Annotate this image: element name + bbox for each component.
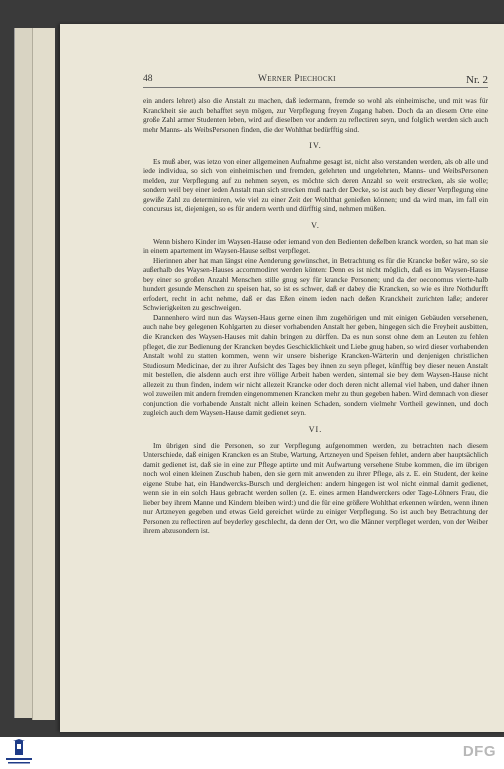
running-header (143, 74, 488, 88)
paragraph: ein anders lehret) also die Anstalt zu machen, daß iedermann, fremde so wohl als einheimische, und mit was für Kranckheit sie auch behafftet seyn mögen, zur Verpflegung freyen Zugang haben. Doch da an diesem Orte eine große Zahl armer Studenten leben, wird auf dieselben vor andern zu reflectiren seyn, und folglich werden sich auch mehr Manns- als WeibsPersonen finden, die der Wohlthat bedürfftig sind. (143, 96, 488, 134)
section-heading: IV. (309, 141, 322, 151)
section-heading: VI. (308, 424, 323, 434)
page-body (143, 96, 488, 536)
viewer-footer (0, 737, 504, 769)
running-title: Werner Piechocki (258, 74, 336, 84)
franckesche-stiftungen-logo (4, 739, 34, 767)
paragraph: Dannenhero wird nun das Waysen-Haus gerne einen ihm zugehörigen und mit einigen Gebäuden versehenen, auch nahe bey gelegenen Kohlgarten zu dieser vorhabenden Anstalt her geben, hingegen sich die Freyheit ausbitten, die Krancken des Waysen-Hauses mit dahin bringen zu dürffen. Da es nun sonst ohne dem an Leuten zu fehlen pfleget, die zur Bedienung der Krancken beydes Geschicklichkeit und Liebe gnug haben, so wird dieser vorhabenden Anstalt wohl zu statten kommen, wenn wir unsere bisherige Krancken-Wärterin und denjenigen christlichen Studiosum Medicinae, der zu ihrer Aufsicht des Tages bey ihnen zu seyn pfleget, künfftig bey dieser neuen Anstalt mit bestellen, die alsdenn auch erst ihre völlige Arbeit haben werden, sintemal sie bey dem Waysen-Hause nicht allezeit zu thun finden, indem wir nicht allezeit Krancke oder doch deren nicht allemal viel haben, und daher ihnen wol zuweilen mit andern fremden eingenommenen Krancken mehr zu thun gegeben haben. Wird demnach von dieser conjunction die vorhabende Anstalt nicht allein keinen Schaden, sondern vielmehr Vortheil gewinnen, und doch zugleich auch dem Waysen-Hause damit gedienet seyn. (143, 312, 489, 418)
issue-number: Nr. 2 (466, 74, 488, 86)
header-rule (143, 87, 488, 88)
paragraph: Wenn bishero Kinder im Waysen-Hause oder iemand von den Bedienten deßelben kranck worden, so hat man sie in einem apartement im Waysen-Hause selbst verpfleget. (143, 236, 488, 256)
page-number: 48 (143, 74, 153, 84)
paragraph: Es muß aber, was ietzo von einer allgemeinen Aufnahme gesagt ist, nicht also verstanden werden, als ob alle und iede individua, so sich von einheimischen und fremden, gelehrten und ungelehrten, Manns- und WeibsPersonen melden, zur Verpflegung auf zu nehmen seyen, es möchte sich deren Anzahl so weit erstrecken, als sie wolle; sondern weil bey einer ieden Anstalt man sich strecken muß nach der Decke, so ist auch bey dieser Verpflegung eine gewiße Zahl zu determiniren, wie viel zu einer Zeit der Wohlthat genießen können; und da wird man, im fall ein concursus ist, diejenigen, so es für andern werth und dürfftig sind, nehmen müßen. (143, 156, 488, 214)
paragraph: Hierinnen aber hat man längst eine Aenderung gewünschet, in Betrachtung es für die Krancke beßer wäre, so sie außerhalb des Waysen-Hauses accommodiret werden könten: Denn es ist nicht möglich, daß es im Waysen-Hause bey einer so großen Anzahl Menschen stille gnug sey für krancke Personen; und da der oeconomus vierte-halb hundert gesunde Menschen zu speisen hat, so ist es schwer, daß er dabey die Krancken, so wie es ihre Nothdurfft erfodert, recht in acht nehme, daß er das Eßen einem ieden nach deßen Kranckheit zurichten laße; anderer Schwierigkeiten zu geschweigen. (143, 255, 488, 313)
book-page-edge-inner (32, 28, 55, 720)
dfg-logo: DFG (462, 743, 496, 760)
section-heading: V. (311, 221, 320, 231)
paragraph: Im übrigen sind die Personen, so zur Verpflegung aufgenommen werden, zu betrachten nach diesem Unterschiede, daß einigen Krancken es an Stube, Wartung, Artzneyen und Speisen fehlet, andern aber hauptsächlich damit gedienet ist, daß sie in eine zur Pflege aptirte und mit Aufwartung versehene Stube kommen, die im übrigen noch wol einen kleinen Zuschub haben, den sie gern mit anwenden zu ihrer Pflege, als z. E. ein Student, der keine eigene Stube hat, ein Handwercks-Bursch und dergleichen: andern hingegen ist wol nicht einmal damit gedienet, wenn sie in ein solch Haus gebracht werden sollen (z. E. eines armen Handwerckers oder Tage-Löhners Frau, die lieber bey ihrem Manne und Kindern bleiben wird:) und die für eine größere Wohlthat erkennen würden, wenn ihnen nur Artzneyen gegeben und etwas Geld gereichet würde zu einiger Verpflegung. So ist auch bey Betrachtung der Personen zu reflectiren auf beyderley geschlecht, da denn der Ort, wo die Männer verpfleget werden, von der Weiber ihrem abzusondern ist. (143, 440, 488, 536)
